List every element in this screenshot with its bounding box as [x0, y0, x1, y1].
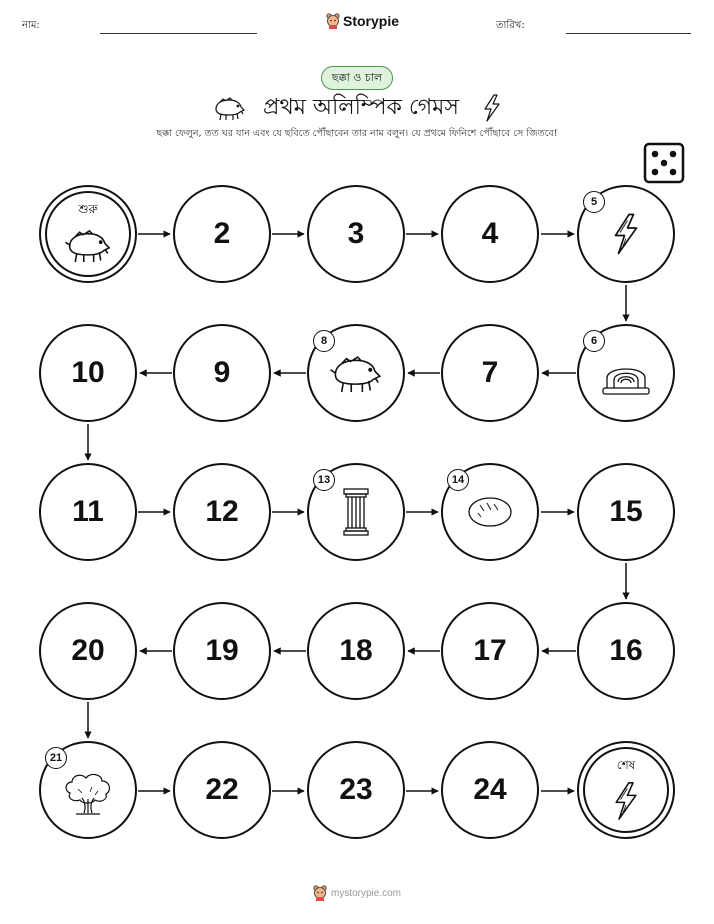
cell-number: 3	[347, 217, 365, 250]
column-icon	[341, 487, 371, 537]
board-cell-5	[577, 185, 675, 283]
page-title	[0, 90, 714, 127]
board-cell-15	[577, 463, 675, 561]
board-cell-3	[307, 185, 405, 283]
lightning-icon	[482, 94, 502, 122]
date-label: তারিখ:	[496, 20, 525, 31]
cell-number-badge: 13	[313, 469, 335, 491]
cell-number: 16	[609, 634, 643, 667]
olive-tree-icon	[62, 769, 114, 817]
category-badge: ছক্কা ও চাল	[321, 66, 393, 90]
oven-icon	[601, 360, 651, 396]
start-label: শুরু	[78, 202, 98, 216]
board-cell-6	[577, 324, 675, 422]
cell-number: 18	[339, 634, 373, 667]
name-line	[100, 33, 257, 34]
cell-number-badge: 21	[45, 747, 67, 769]
board-cell-22	[173, 741, 271, 839]
cell-number: 11	[72, 495, 104, 528]
cell-number-badge: 14	[447, 469, 469, 491]
boar-icon	[64, 225, 112, 265]
cell-number: 7	[481, 356, 499, 389]
end-label: শেষ	[616, 758, 636, 772]
footer	[0, 885, 714, 901]
instructions: ছক্কা ফেলুন, তত ঘর যান এবং যে ছবিতে পৌঁছাবেন তার নাম বলুন। যে প্রথমে ফিনিশে পৌঁছাবে সে জিতবে!	[156, 128, 558, 139]
board-cell-7	[441, 324, 539, 422]
board-cell-16	[577, 602, 675, 700]
lightning-icon	[611, 213, 641, 255]
board-cell-21	[39, 741, 137, 839]
board-cell-23	[307, 741, 405, 839]
cell-number-badge: 5	[583, 191, 605, 213]
board-cell-2	[173, 185, 271, 283]
cell-number: 12	[205, 495, 239, 528]
cell-number: 20	[71, 634, 105, 667]
board-cell-8	[307, 324, 405, 422]
boar-icon	[212, 95, 246, 121]
board-cell-19	[173, 602, 271, 700]
board-cell-9	[173, 324, 271, 422]
cell-number: 23	[339, 773, 373, 806]
cell-number: 17	[473, 634, 507, 667]
cell-number: 9	[213, 356, 231, 389]
board-cell-18	[307, 602, 405, 700]
footer-url: mystorypie.com	[330, 887, 401, 899]
board-cell-4	[441, 185, 539, 283]
bread-icon	[466, 495, 514, 529]
cell-number: 19	[205, 634, 239, 667]
board-cell-11	[39, 463, 137, 561]
board-cell-start	[39, 185, 137, 283]
cell-number: 10	[71, 356, 105, 389]
name-label: নাম:	[22, 20, 40, 31]
cell-number-badge: 6	[583, 330, 605, 352]
brand-name: Storypie	[343, 13, 400, 29]
board-cell-12	[173, 463, 271, 561]
board-cell-13	[307, 463, 405, 561]
cell-number: 4	[481, 217, 499, 250]
board-cell-20	[39, 602, 137, 700]
mascot-icon	[326, 13, 340, 29]
board-cell-10	[39, 324, 137, 422]
board-cell-end	[577, 741, 675, 839]
cell-number: 15	[609, 495, 643, 528]
date-line	[566, 33, 691, 34]
lightning-icon	[612, 781, 640, 821]
board-cell-14	[441, 463, 539, 561]
boar-icon	[329, 352, 383, 394]
board-cell-24	[441, 741, 539, 839]
title-text: প্রথম অলিম্পিক গেমস	[263, 95, 459, 120]
cell-number: 2	[213, 217, 231, 250]
dice-icon	[643, 142, 685, 184]
cell-number-badge: 8	[313, 330, 335, 352]
mascot-icon	[313, 885, 327, 901]
board-cell-17	[441, 602, 539, 700]
cell-number: 22	[205, 773, 239, 806]
cell-number: 24	[473, 773, 507, 806]
brand-logo	[326, 13, 399, 29]
